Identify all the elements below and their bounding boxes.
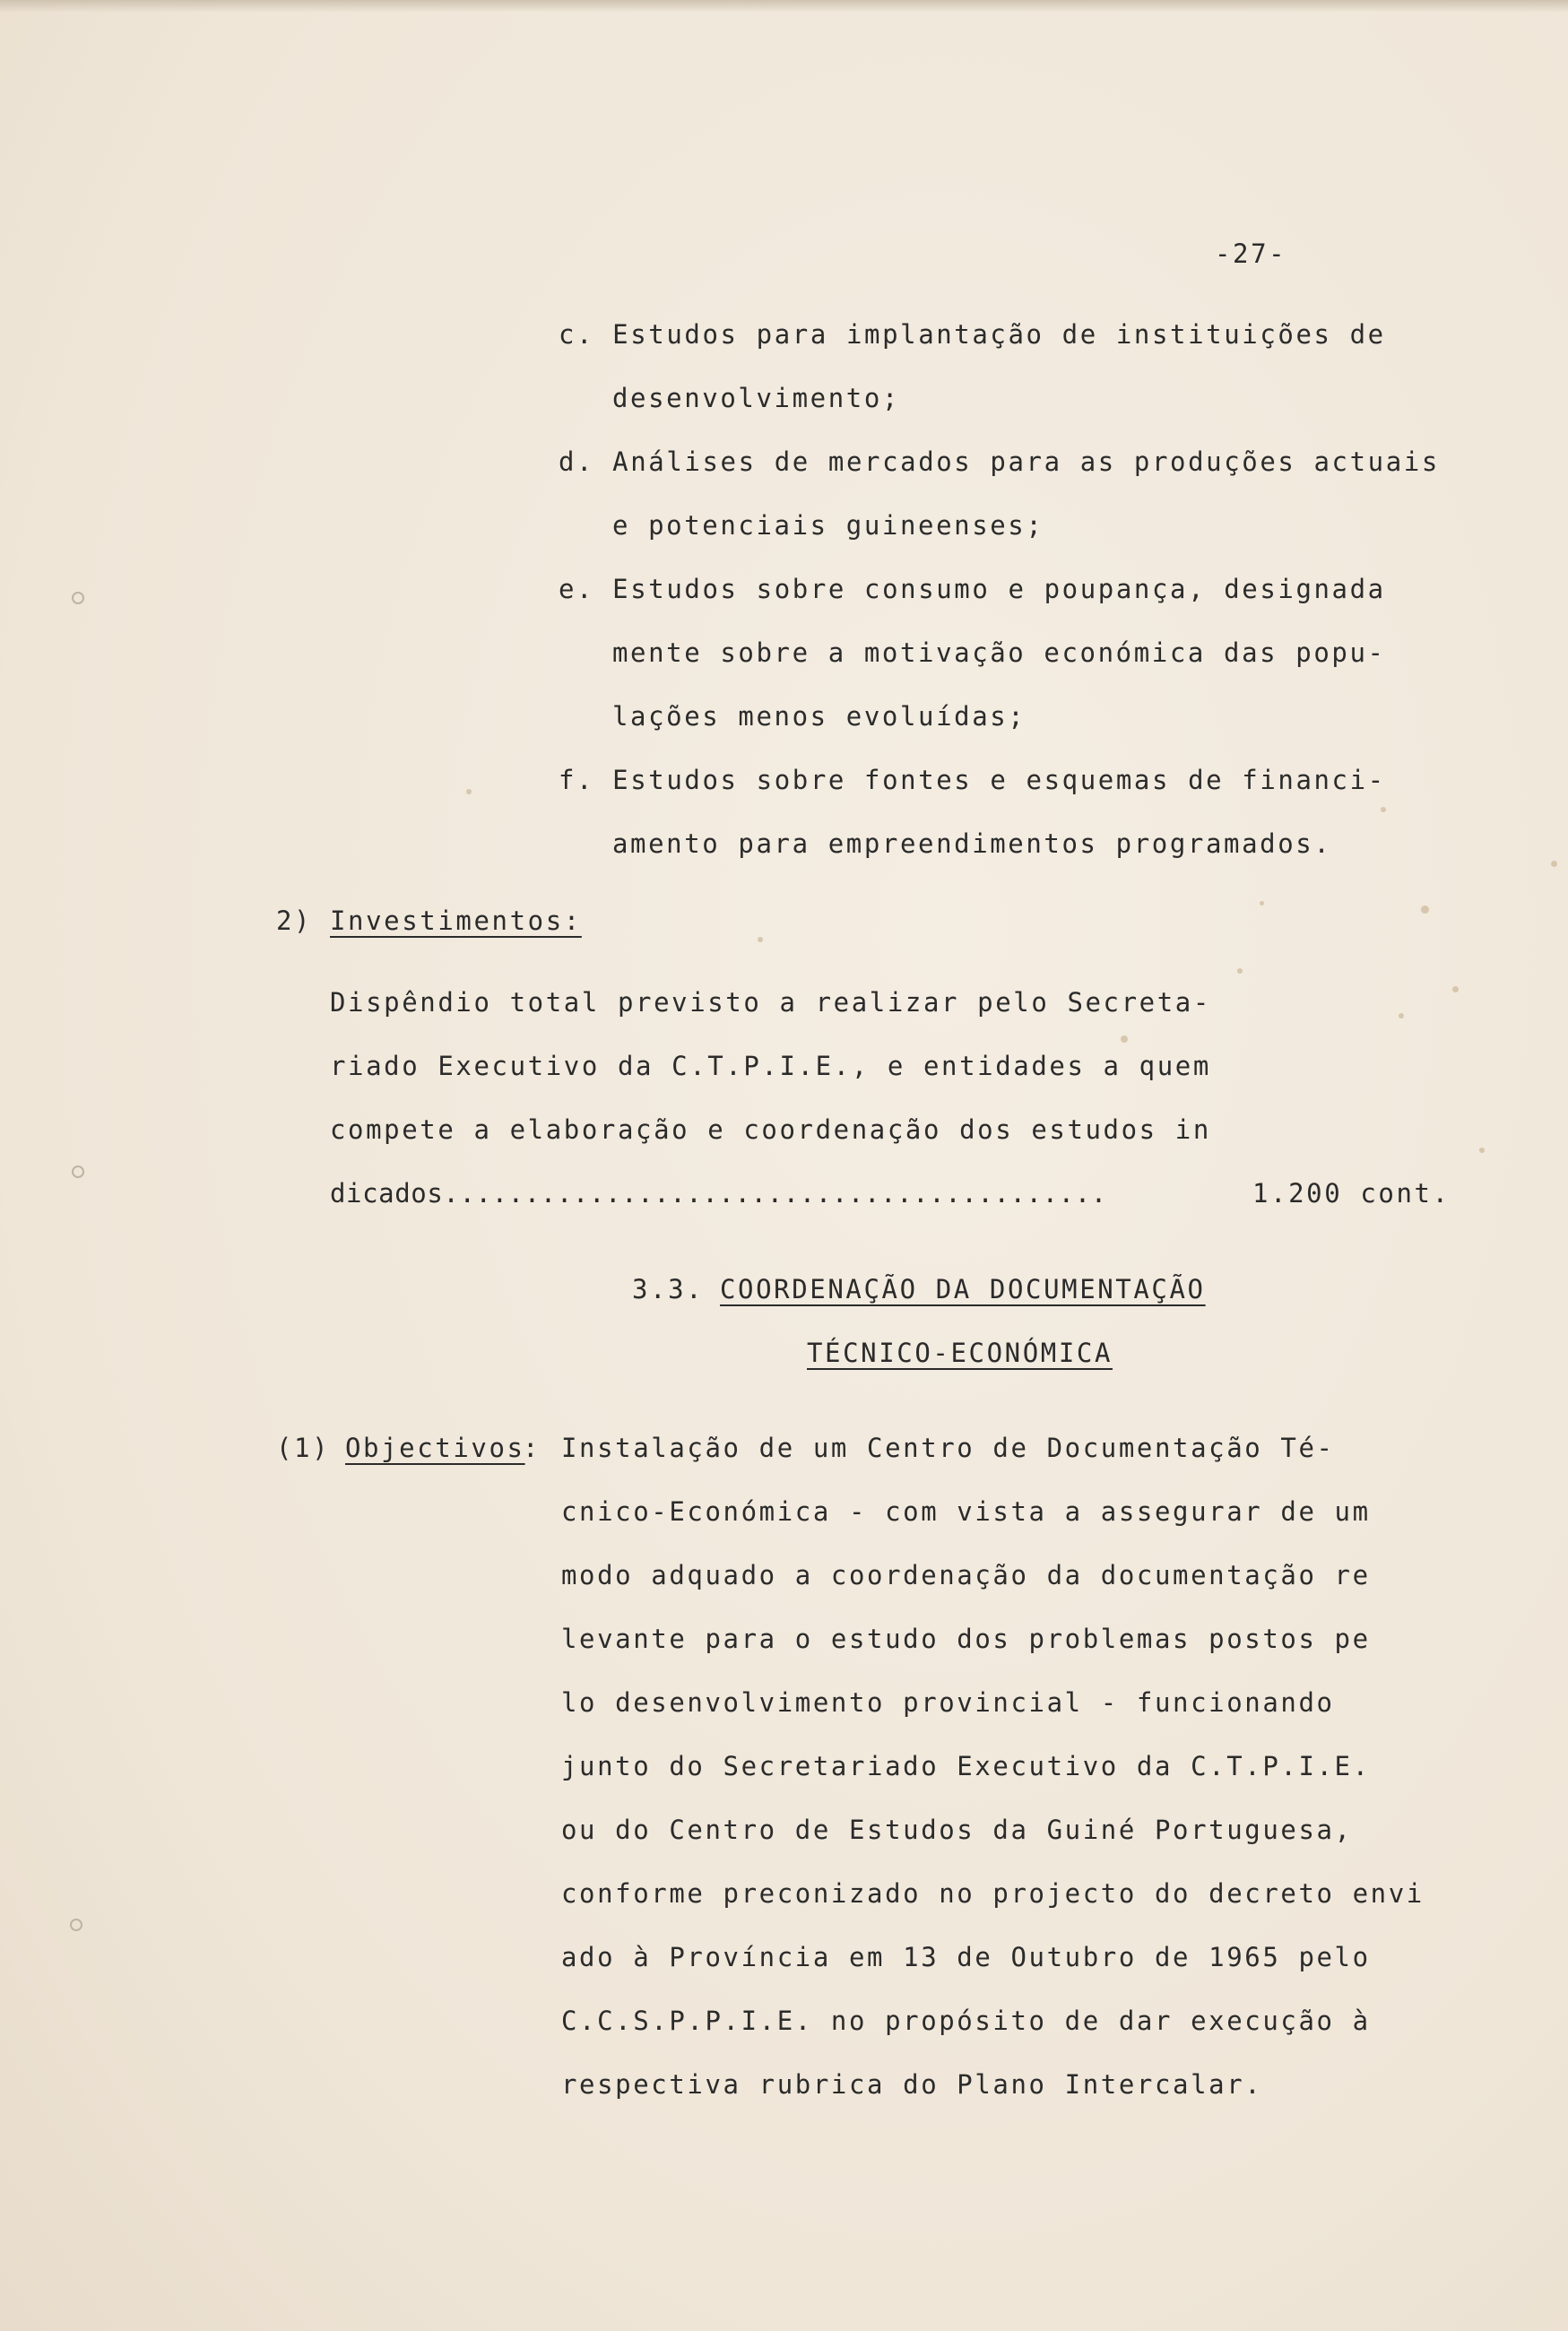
stain-spot [1551,861,1557,867]
objectivos-line: C.C.S.P.P.I.E. no propósito de dar execução à [561,2006,1371,2036]
item-d-line-2: e potenciais guineenses; [612,510,1044,541]
objectivos-line: conforme preconizado no projecto do decreto envi [561,1878,1425,1909]
objectivos-line: levante para o estudo dos problemas postos pe [561,1624,1371,1654]
stain-spot [466,789,472,794]
stain-spot [758,937,763,942]
binder-hole-mark [70,1919,82,1931]
item-e-line-1: e. Estudos sobre consumo e poupança, designada [559,574,1386,604]
investimentos-line-1: Dispêndio total previsto a realizar pelo Secreta- [330,987,1211,1018]
stain-spot [1260,901,1264,906]
investimentos-number: 2) [276,906,313,936]
objectivos-number: (1) [276,1433,331,1463]
objectivos-line: respectiva rubrica do Plano Intercalar. [561,2069,1263,2100]
item-e-line-3: lações menos evoluídas; [612,701,1027,732]
investimentos-line-4: dicados......................................... [330,1178,1107,1209]
item-f-line-2: amento para empreendimentos programados. [612,828,1332,859]
objectivos-line: ado à Província em 13 de Outubro de 1965 pelo [561,1942,1371,1972]
stain-spot [1237,968,1243,974]
binder-hole-mark [72,592,84,604]
stain-spot [1421,906,1429,914]
objectivos-heading: Objectivos [345,1433,525,1463]
objectivos-line: ou do Centro de Estudos da Guiné Portuguesa, [561,1815,1353,1845]
stain-spot [1121,1036,1128,1043]
investimentos-line-3: compete a elaboração e coordenação dos estudos in [330,1114,1211,1145]
stain-spot [1479,1148,1485,1153]
page-number: -27- [1215,238,1287,269]
investimentos-amount: 1.200 cont. [1252,1178,1451,1209]
item-c-line-1: c. Estudos para implantação de instituições de [559,319,1386,350]
item-c-line-2: desenvolvimento; [612,383,900,413]
objectivos-line: cnico-Económica - com vista a assegurar de um [561,1496,1371,1527]
item-d-line-1: d. Análises de mercados para as produções actuais [559,446,1440,477]
page-top-edge [0,0,1568,13]
objectivos-line: modo adquado a coordenação da documentação re [561,1560,1371,1590]
item-f-line-1: f. Estudos sobre fontes e esquemas de financi- [559,765,1386,795]
section-number: 3.3. [632,1274,705,1304]
objectivos-colon: : [523,1433,541,1463]
investimentos-heading: Investimentos: [330,906,582,936]
investimentos-line-2: riado Executivo da C.T.P.I.E., e entidades a quem [330,1051,1211,1081]
stain-spot [1452,986,1459,992]
objectivos-line: Instalação de um Centro de Documentação Té- [561,1433,1335,1463]
section-title-line-1: COORDENAÇÃO DA DOCUMENTAÇÃO [720,1274,1206,1304]
objectivos-line: junto do Secretariado Executivo da C.T.P.I.E. [561,1751,1371,1781]
item-e-line-2: mente sobre a motivação económica das popu- [612,637,1386,668]
section-title-line-2: TÉCNICO-ECONÓMICA [807,1338,1113,1368]
objectivos-line: lo desenvolvimento provincial - funcionando [561,1687,1335,1718]
stain-spot [1399,1013,1404,1018]
binder-hole-mark [72,1166,84,1178]
stain-spot [1381,807,1386,812]
